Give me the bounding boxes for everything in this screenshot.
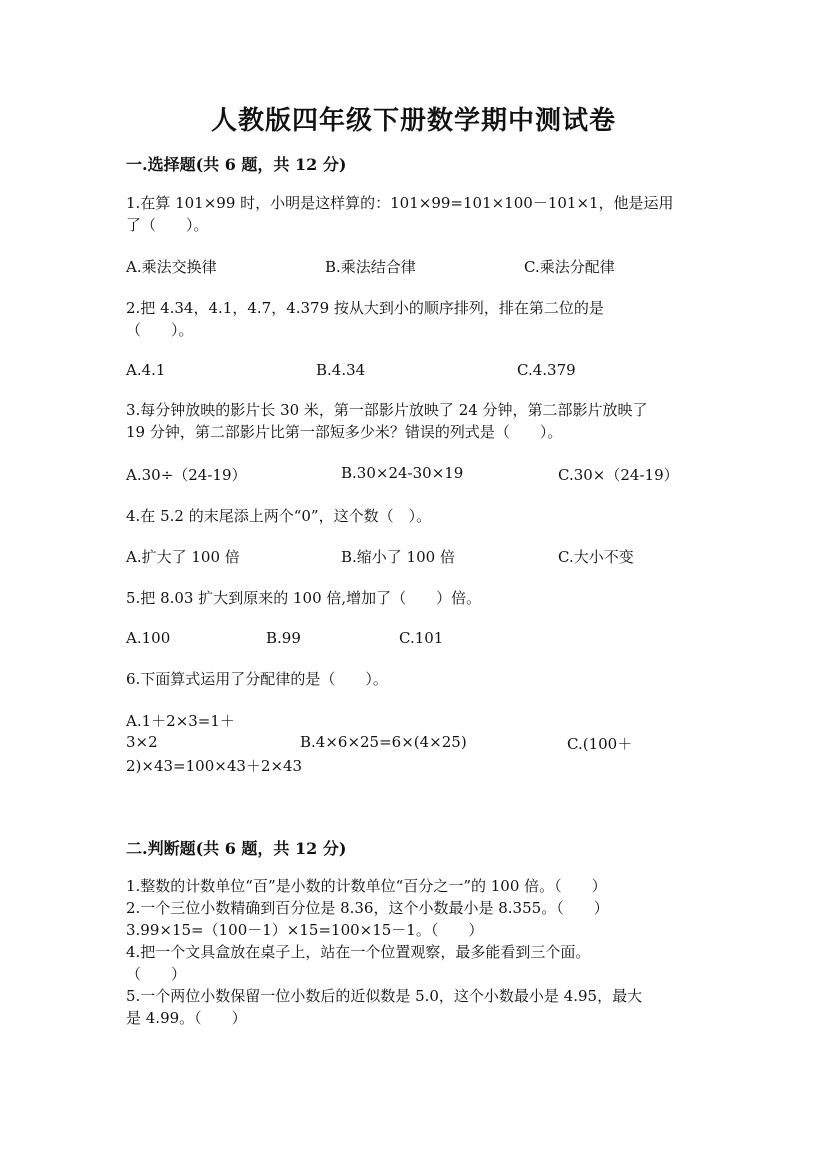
section-2-heading: 二.判断题(共 6 题，共 12 分) [126,839,347,858]
q3-option-b: B.30×24-30×19 [341,464,464,482]
q1-text-line1: 1.在算 101×99 时，小明是这样算的：101×99=101×100－101×1，他是运用 [126,194,674,212]
q4-text: 4.在 5.2 的末尾添上两个“0”，这个数（ ）。 [126,507,432,525]
tf-line: 1.整数的计数单位“百”是小数的计数单位“百分之一”的 100 倍。（ ） [126,877,607,895]
q2-text-line1: 2.把 4.34，4.1，4.7，4.379 按从大到小的顺序排列，排在第二位的是 [126,299,604,317]
tf-line: 5.一个两位小数保留一位小数后的近似数是 5.0，这个小数最小是 4.95，最大 [126,987,643,1005]
q6-text: 6.下面算式运用了分配律的是（ ）。 [126,670,388,688]
q6-option-b: B.4×6×25=6×(4×25) [300,733,467,751]
section-1-heading: 一.选择题(共 6 题，共 12 分) [126,155,347,174]
q4-option-a: A.扩大了 100 倍 [126,548,240,566]
page-title: 人教版四年级下册数学期中测试卷 [210,106,616,136]
q3-option-a: A.30÷（24-19） [126,466,247,484]
q3-option-c: C.30×（24-19） [558,466,679,484]
q5-option-b: B.99 [266,629,301,647]
q1-text-line2: 了（ ）。 [126,216,209,234]
q2-option-c: C.4.379 [517,361,576,379]
q1-option-a: A.乘法交换律 [126,258,217,276]
q6-option-c-line1: C.(100＋ [567,735,633,753]
q6-option-c-line2: 2)×43=100×43＋2×43 [126,757,303,775]
q1-option-b: B.乘法结合律 [325,258,416,276]
tf-line: （ ） [126,965,187,983]
q4-option-c: C.大小不变 [558,548,634,566]
q5-text: 5.把 8.03 扩大到原来的 100 倍,增加了（ ）倍。 [126,589,482,607]
tf-line: 2.一个三位小数精确到百分位是 8.36，这个小数最小是 8.355。（ ） [126,899,609,917]
q2-option-a: A.4.1 [126,361,166,379]
tf-line: 4.把一个文具盒放在桌子上，站在一个位置观察，最多能看到三个面。 [126,943,591,961]
q3-text-line2: 19 分钟，第二部影片比第一部短多少米？错误的列式是（ ）。 [126,423,563,441]
q2-text-line2: （ ）。 [126,321,194,339]
q2-option-b: B.4.34 [316,361,366,379]
q6-option-a-line1: A.1＋2×3=1＋ [126,712,235,730]
q4-option-b: B.缩小了 100 倍 [341,548,455,566]
q5-option-a: A.100 [126,629,171,647]
tf-line: 3.99×15=（100－1）×15=100×15－1。（ ） [126,921,484,939]
q3-text-line1: 3.每分钟放映的影片长 30 米，第一部影片放映了 24 分钟，第二部影片放映了 [126,401,648,419]
q6-option-a-line2: 3×2 [126,733,158,751]
q5-option-c: C.101 [399,629,444,647]
q1-option-c: C.乘法分配律 [524,258,615,276]
tf-line: 是 4.99。（ ） [126,1009,247,1027]
